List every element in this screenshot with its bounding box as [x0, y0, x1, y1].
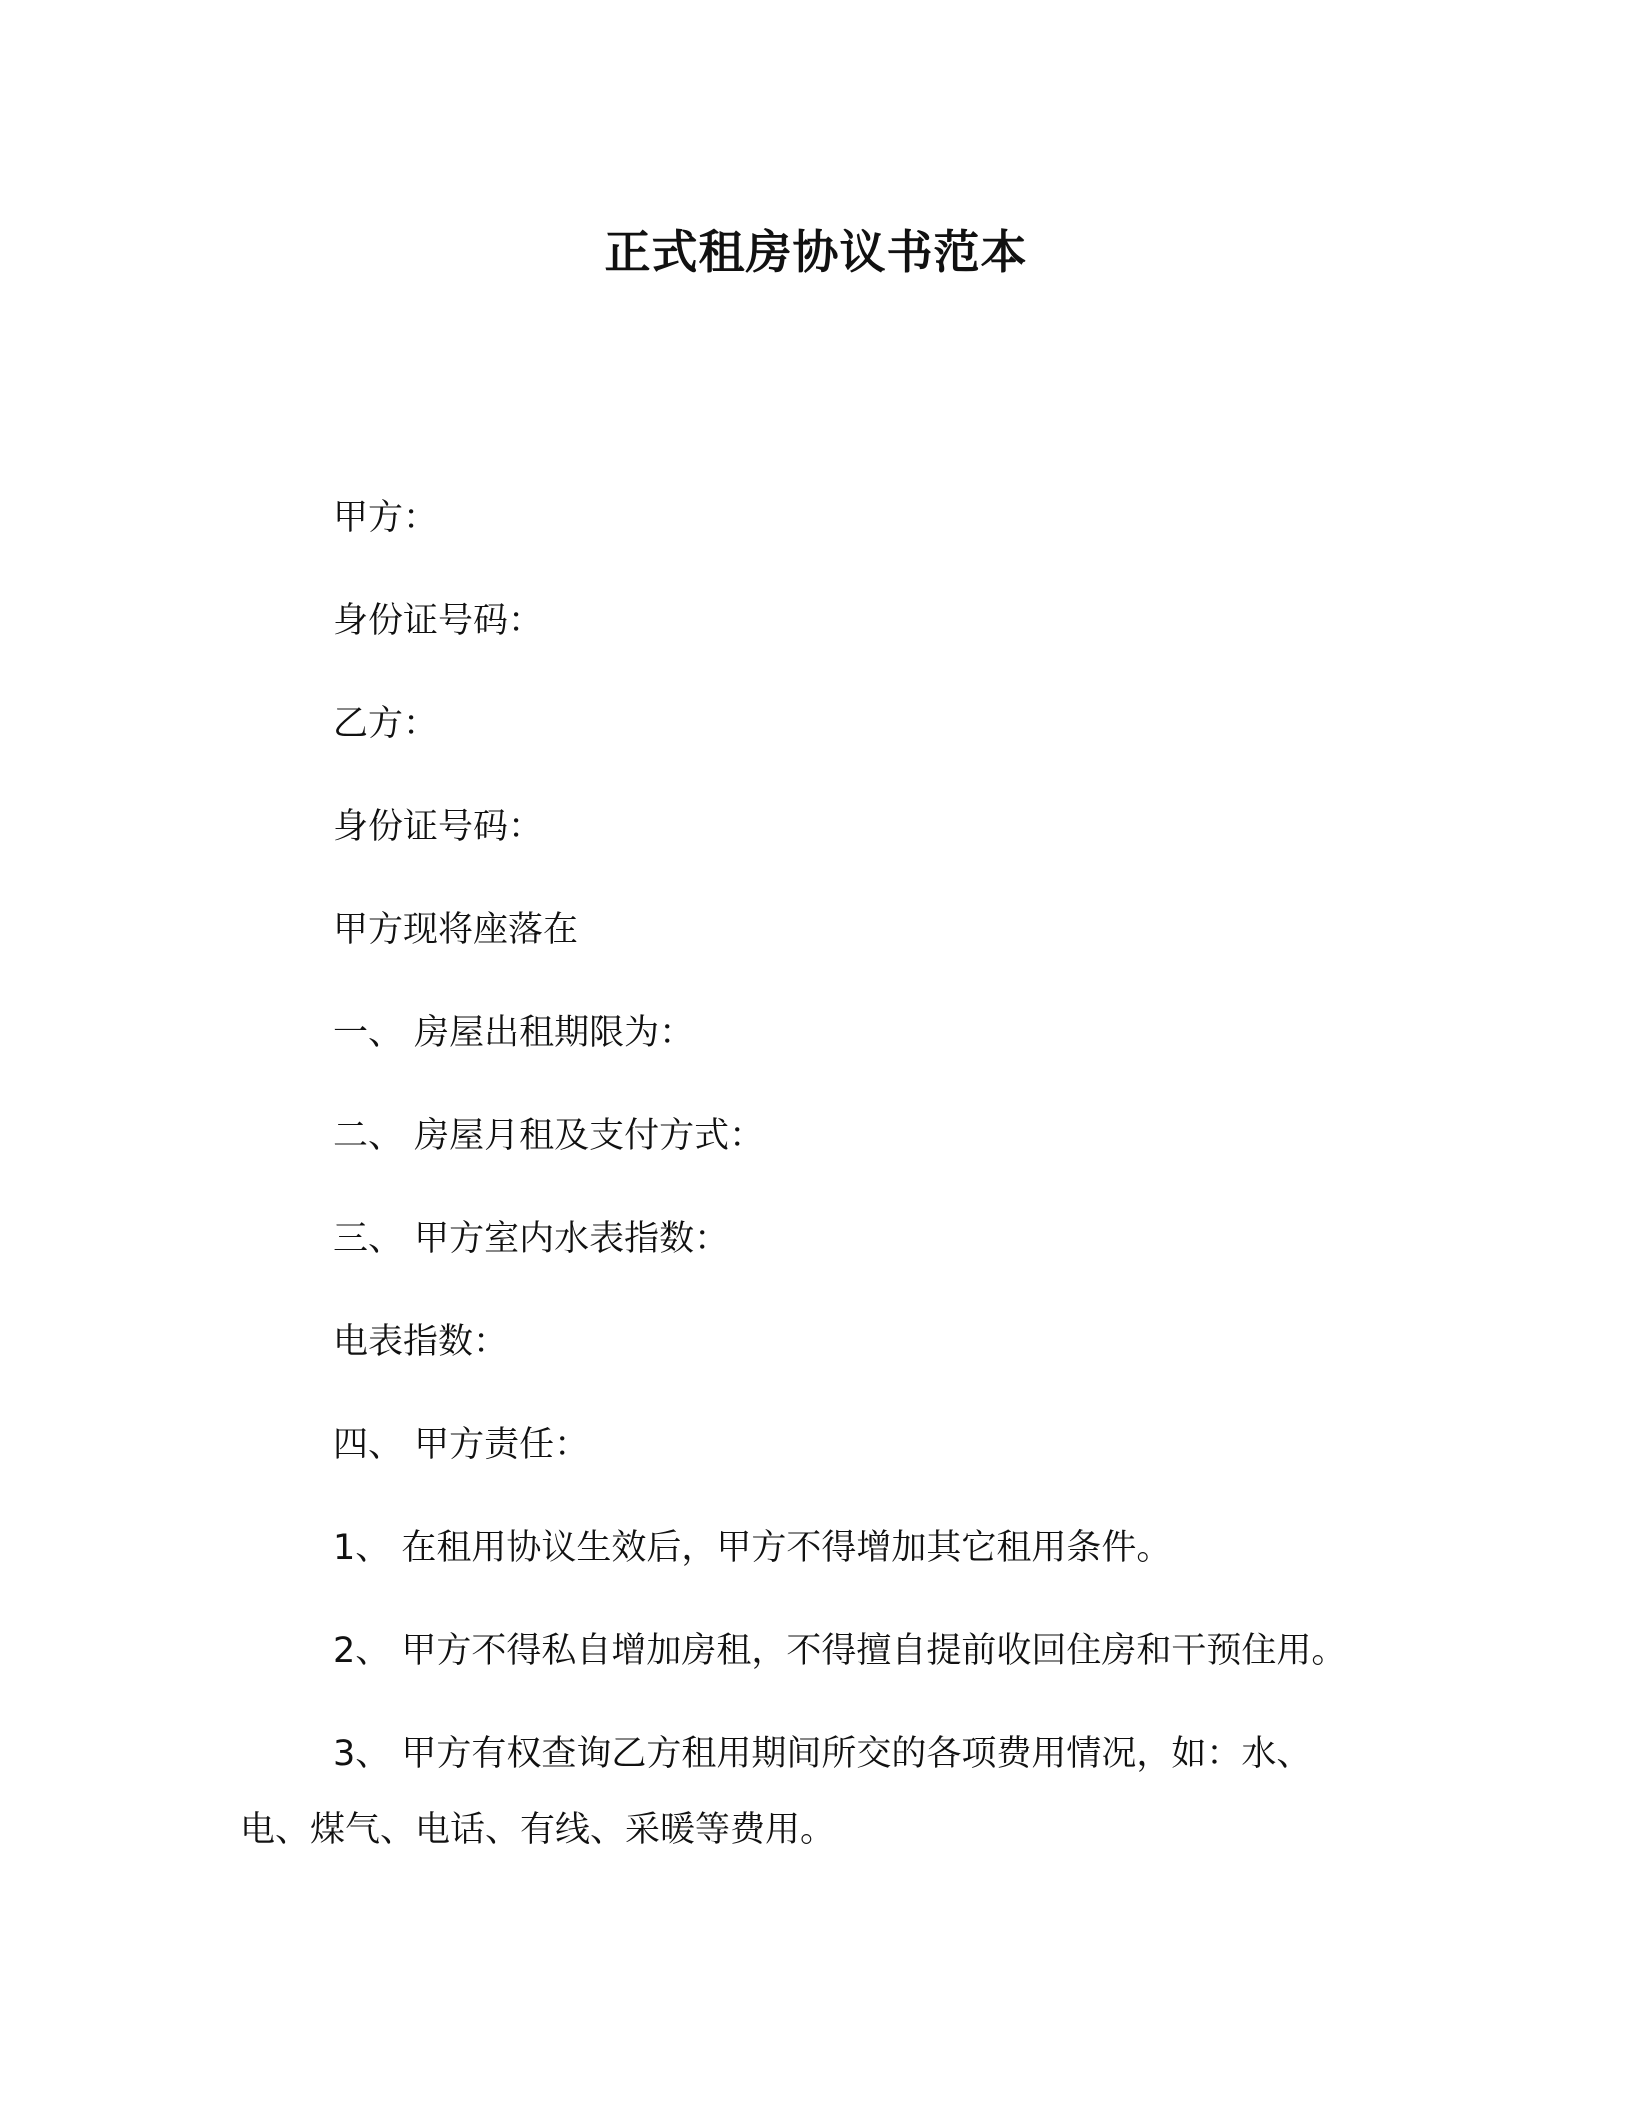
party-a-id-line: 身份证号码：	[333, 601, 544, 641]
duty-item-3-continuation: 电、煤气、电话、有线、采暖等费用。	[240, 1810, 836, 1850]
party-b-id-line: 身份证号码：	[333, 807, 544, 847]
clause-3-water-meter-line: 三、 甲方室内水表指数：	[333, 1219, 730, 1259]
duty-item-2-line: 2、 甲方不得私自增加房租，不得擅自提前收回住房和干预住用。	[333, 1631, 1347, 1671]
duty-item-3-line: 3、 甲方有权查询乙方租用期间所交的各项费用情况，如：水、	[333, 1734, 1312, 1774]
clause-1-term-line: 一、 房屋出租期限为：	[333, 1013, 695, 1053]
clause-2-rent-line: 二、 房屋月租及支付方式：	[333, 1116, 765, 1156]
party-a-line: 甲方：	[333, 498, 439, 538]
clause-4-party-a-duty-line: 四、 甲方责任：	[333, 1425, 590, 1465]
party-b-line: 乙方：	[333, 704, 439, 744]
document-title: 正式租房协议书范本	[604, 225, 1028, 279]
property-location-line: 甲方现将座落在	[333, 910, 579, 950]
duty-item-1-line: 1、 在租用协议生效后，甲方不得增加其它租用条件。	[333, 1528, 1172, 1568]
electric-meter-line: 电表指数：	[333, 1322, 509, 1362]
